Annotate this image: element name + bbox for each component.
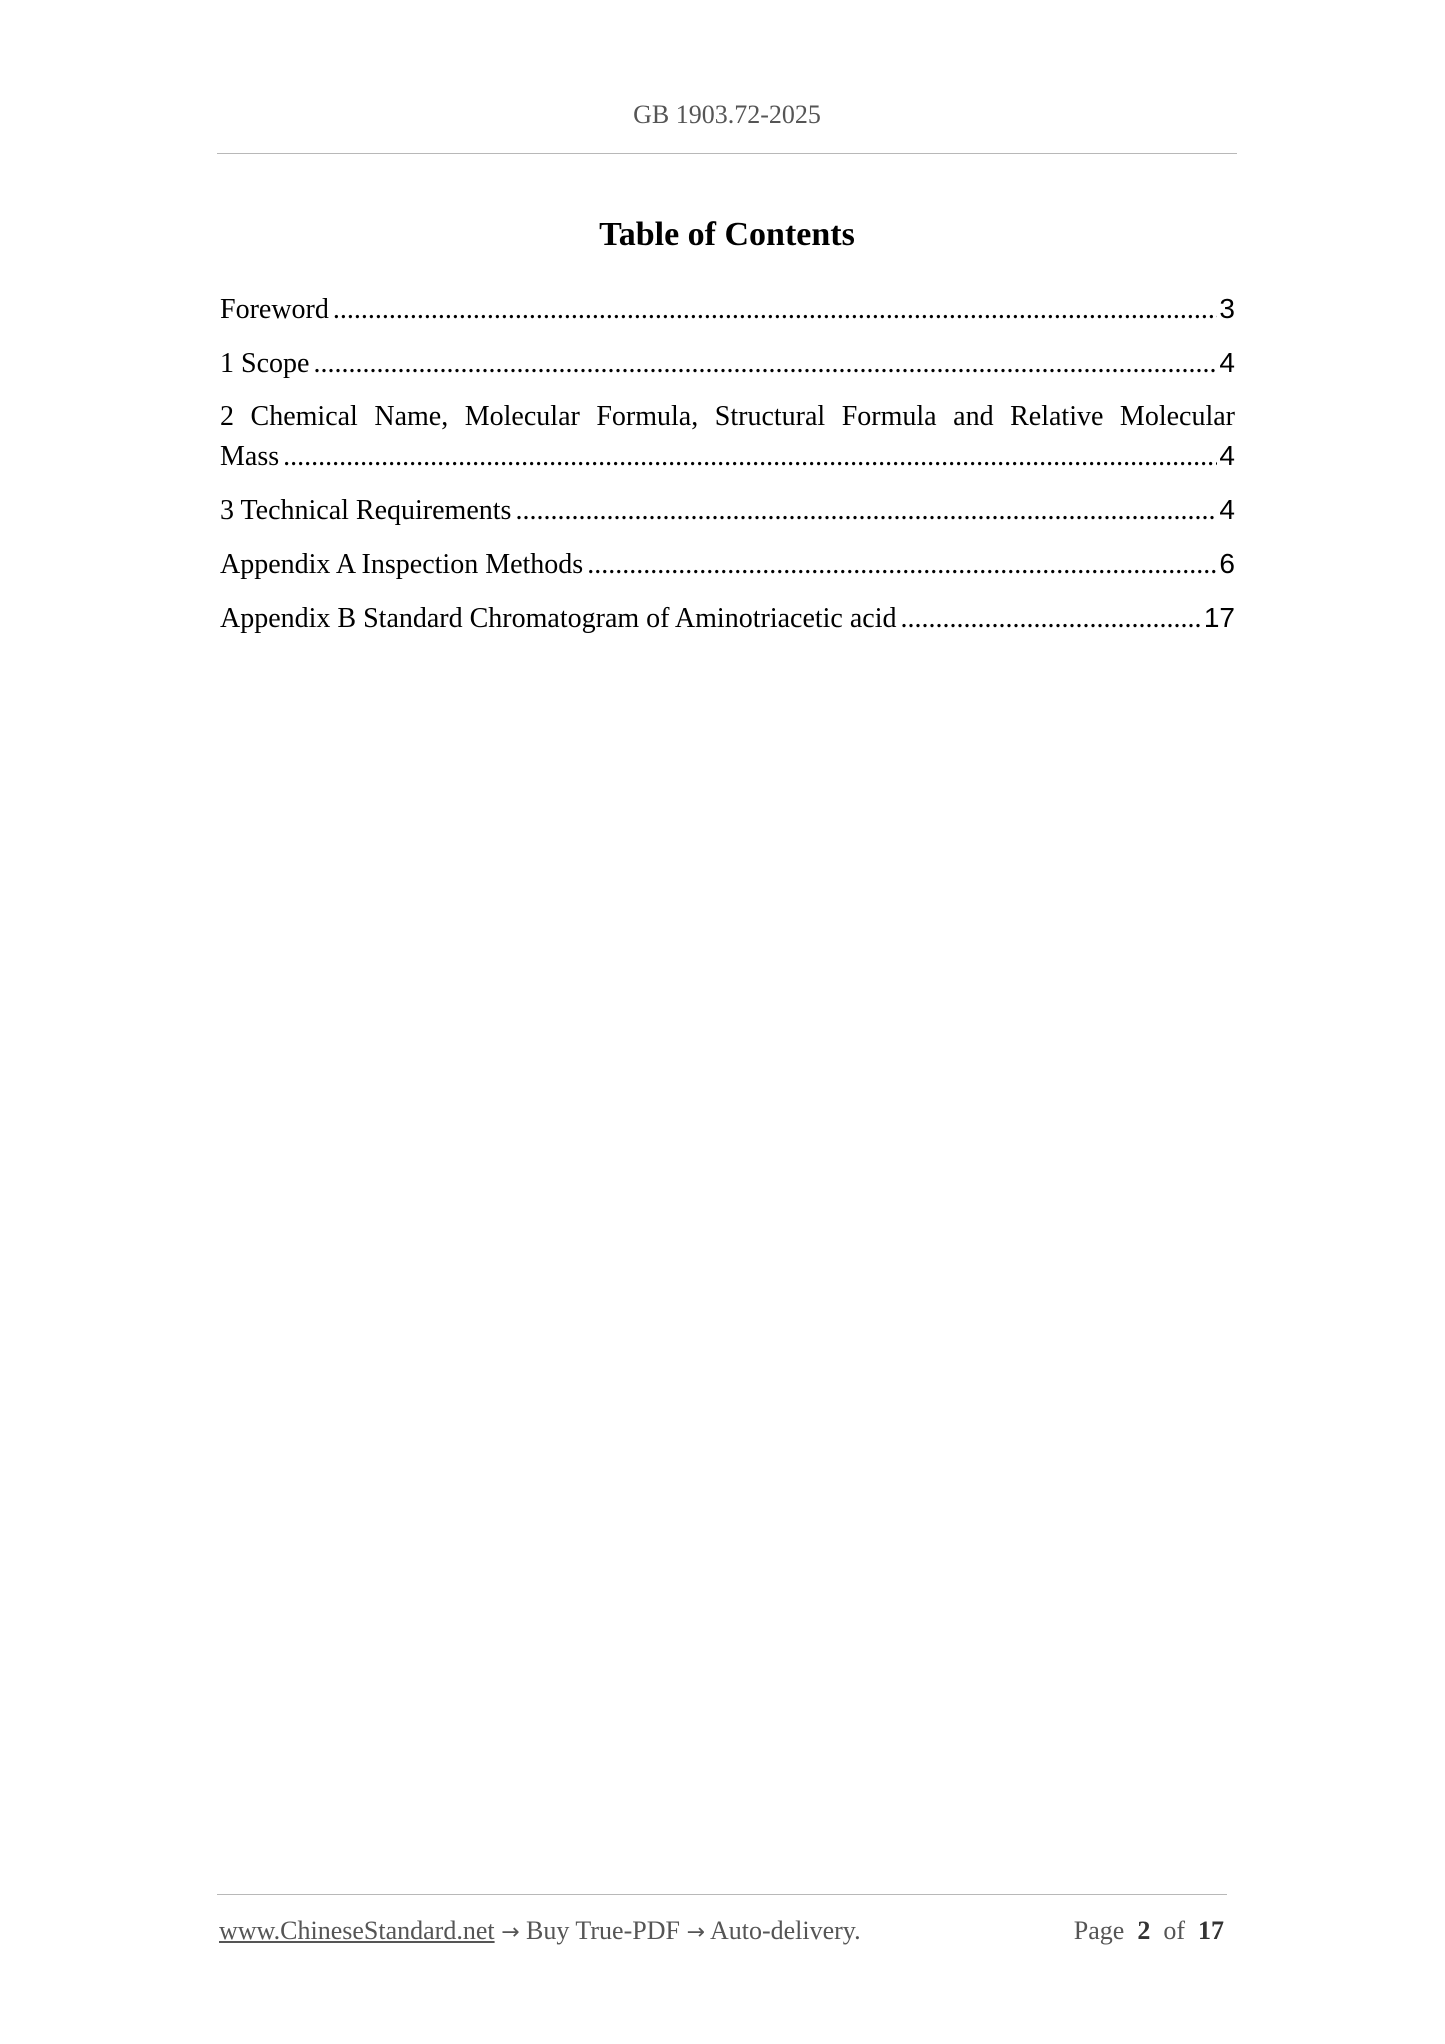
toc-entry-page: 17 bbox=[1203, 602, 1235, 633]
of-label: of bbox=[1163, 1916, 1185, 1945]
toc-entry-text: Appendix B Standard Chromatogram of Aminotriacetic acid bbox=[220, 603, 897, 634]
toc-entry-technical-requirements[interactable] bbox=[220, 490, 1235, 530]
toc-entry-text: Foreword bbox=[220, 294, 329, 325]
footer-promo bbox=[219, 1916, 861, 1946]
toc-dot-leader bbox=[333, 290, 1218, 329]
toc-entry-page: 4 bbox=[1219, 494, 1235, 525]
toc-entry-text: 1 Scope bbox=[220, 348, 310, 379]
toc-entry-text: 3 Technical Requirements bbox=[220, 495, 512, 526]
toc-dot-leader bbox=[901, 599, 1202, 638]
arrow-right-icon: → bbox=[686, 1920, 705, 1945]
toc-list bbox=[220, 289, 1235, 652]
toc-entry-text: Mass bbox=[220, 441, 280, 472]
buy-text: Buy True-PDF bbox=[526, 1916, 680, 1945]
toc-dot-leader bbox=[313, 344, 1217, 383]
toc-entry-page: 3 bbox=[1219, 293, 1235, 324]
site-link[interactable]: www.ChineseStandard.net bbox=[219, 1916, 495, 1945]
toc-dot-leader bbox=[587, 545, 1217, 584]
page-number bbox=[1074, 1916, 1224, 1946]
toc-entry-appendix-a[interactable] bbox=[220, 544, 1235, 584]
toc-dot-leader bbox=[283, 437, 1217, 476]
toc-entry-text-line1: 2 Chemical Name, Molecular Formula, Structural Formula and Relative Molecular bbox=[220, 401, 1235, 432]
toc-title: Table of Contents bbox=[599, 216, 855, 253]
page-label: Page bbox=[1073, 1916, 1125, 1945]
toc-entry-page: 6 bbox=[1219, 548, 1235, 579]
toc-dot-leader bbox=[515, 491, 1217, 530]
page-footer bbox=[219, 1916, 1224, 1946]
toc-entry-page: 4 bbox=[1219, 347, 1235, 378]
toc-entry-scope[interactable] bbox=[220, 343, 1235, 383]
toc-entry-page: 4 bbox=[1219, 440, 1235, 471]
toc-entry-chemical-name[interactable] bbox=[220, 397, 1235, 476]
current-page: 2 bbox=[1137, 1916, 1151, 1945]
toc-entry-text: Appendix A Inspection Methods bbox=[220, 549, 584, 580]
toc-entry-appendix-b[interactable] bbox=[220, 598, 1235, 638]
total-pages: 17 bbox=[1198, 1916, 1224, 1945]
footer-divider bbox=[217, 1894, 1227, 1895]
toc-entry-foreword[interactable] bbox=[220, 289, 1235, 329]
arrow-right-icon: → bbox=[501, 1920, 520, 1945]
header-divider bbox=[217, 153, 1237, 154]
document-code-header: GB 1903.72-2025 bbox=[633, 100, 821, 129]
delivery-text: Auto-delivery. bbox=[709, 1916, 861, 1945]
